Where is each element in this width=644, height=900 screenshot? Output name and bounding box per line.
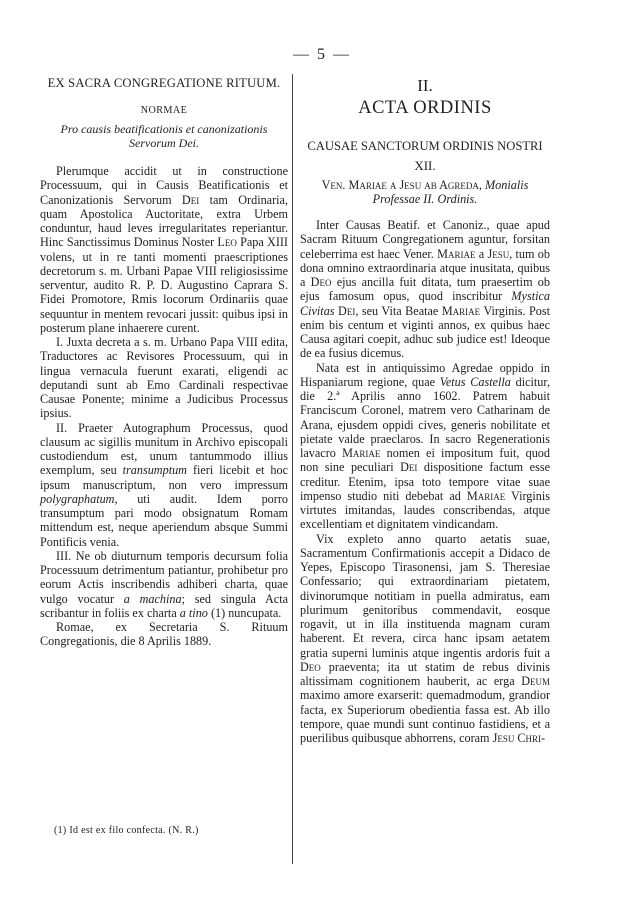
left-title: EX SACRA CONGREGATIONE RITUUM. xyxy=(47,76,281,90)
footnote: (1) Id est ex filo confecta. (N. R.) xyxy=(54,825,199,836)
left-paragraph-4: III. Ne ob diuturnum temporis decursum folia Processuum detrimentum patiantur, prohibetur pro eorum Actis inscribendis adhiberi charta, quae vulgo vocatur a machina; sed singula Acta scribantur in foliis ex charta a tino (1) nuncupata. xyxy=(40,548,288,620)
subheading-line-2: Servorum Dei. xyxy=(129,136,199,150)
right-paragraph-2: Nata est in antiquissimo Agredae oppido in Hispaniarum regione, quae Vetus Castella dicitur, die 2.ª Aprilis anno 1602. Patrem habuit Franciscum Coronel, matrem vero Catharinam de Arana, ejusdem oppidi cives, generis nobilitate et pietate valde praeclaros. In sacro Regenerationis lavacro Mariae nomen ei impositum fuit, quod non sine peculiari Dei dispositione factum esse creditur. Etenim, ipsa toto tempore vitae suae impenso studio niti debebat ad Mariae Virginis virtutes imitandas, laudes conscribendas, atque excellentiam et dignitatem vindicandam. xyxy=(300,360,550,532)
right-paragraph-3: Vix expleto anno quarto aetatis suae, Sacramentum Confirmationis accepit a Didaco de Yepes, Episcopo Tirasonensi, jam S. Theresiae Confessario; qui extraordinariam pietatem, divinorumque notitiam in puella admiratus, eam plurimum genitoribus commendavit, eosque rogavit, ut in illa instituenda magnam curam haberent. Et revera, circa hanc ipsam aetatem gratia superni luminis atque ingentis ardoris fuit a Deo praeventa; ita ut statim de rebus divinis altissimam cognitionem hauberit, ac erga Deum maximo amore exarserit: quemadmodum, grandior facta, ex Superiorum obedientia fassa est. Ab illo tempore, quae mundi sunt continuo fastidiens, et a puerilibus quibusque abhorrens, coram Jesu Chri- xyxy=(300,531,550,745)
left-column xyxy=(40,76,288,649)
right-paragraph-1: Inter Causas Beatif. et Canoniz., quae apud Sacram Rituum Congregationem aguntur, forsitan celeberrima est haec Vener. Mariae a Jesu, tum ob dona omnino extraordinaria atque inusitata, quibus a Deo ejus ancilla fuit ditata, tum praesertim ob ejus famosum opus, quod inscribitur Mystica Civitas Dei, seu Vita Beatae Mariae Virginis. Post enim bis centum et viginti annos, ex quibus haec Causa agitari coepit, adhuc sub judice est! Ideoque de ea fusius dicemus. xyxy=(300,218,550,361)
left-paragraph-2: I. Juxta decreta a s. m. Urbano Papa VIII edita, Traductores ac Revisores Processuum, qui in lingua vernacula fuerunt exarati, eligendi ac deputandi sunt ab Emo Cardinali respectivae Causae Ponente; minime a Judicibus Processus ipsius. xyxy=(40,335,288,421)
page-number: — 5 — xyxy=(293,46,351,63)
section-number: II. xyxy=(417,76,433,95)
section-title: ACTA ORDINIS xyxy=(358,98,492,118)
left-paragraph-3: II. Praeter Autographum Processus, quod clausum ac sigillis munitum in Archivo episcopali custodiendum est, unum tantummodo illius exemplum, seu transumptum fieri licebit et hoc ipsum manuscriptum, non vero impressum polygraphatum, uti audit. Idem porro transumptum pari modo obsignatum Romam mittendum est, neque aperiendum absque Summi Pontificis venia. xyxy=(40,420,288,549)
normae-subheading xyxy=(40,122,288,150)
subheading-line-1: Pro causis beatificationis et canonizationis xyxy=(60,122,268,136)
cause-number: XII. xyxy=(414,158,436,173)
cause-subject: Ven. Mariae a Jesu ab Agreda, Monialis Professae II. Ordinis. xyxy=(321,178,529,206)
causae-heading: CAUSAE SANCTORUM ORDINIS NOSTRI xyxy=(307,139,543,153)
column-divider xyxy=(292,74,293,864)
normae-heading: NORMAE xyxy=(140,105,188,116)
right-column xyxy=(300,76,550,745)
left-paragraph-5: Romae, ex Secretaria S. Rituum Congregationis, die 8 Aprilis 1889. xyxy=(40,620,288,649)
left-paragraph-1: Plerumque accidit ut in constructione Processuum, qui in Causis Beatificationis et Canonizationis Servorum Dei tam Ordinaria, quam Apostolica Auctoritate, extra Urbem conduntur, haud leves irregularitates reperiantur. Hinc Sanctissimus Dominus Noster Leo Papa XIII volens, ut in re tanti momenti praescriptiones decretorum s. m. Urbani Papae VIII religiosissime serventur, audito R. P. D. Augustino Caprara S. Fidei Promotore, Rmis locorum Ordinariis quae sequuntur in mentem revocari jussit: quibus ipsi in posterum plane inhaerere curent. xyxy=(40,164,288,335)
